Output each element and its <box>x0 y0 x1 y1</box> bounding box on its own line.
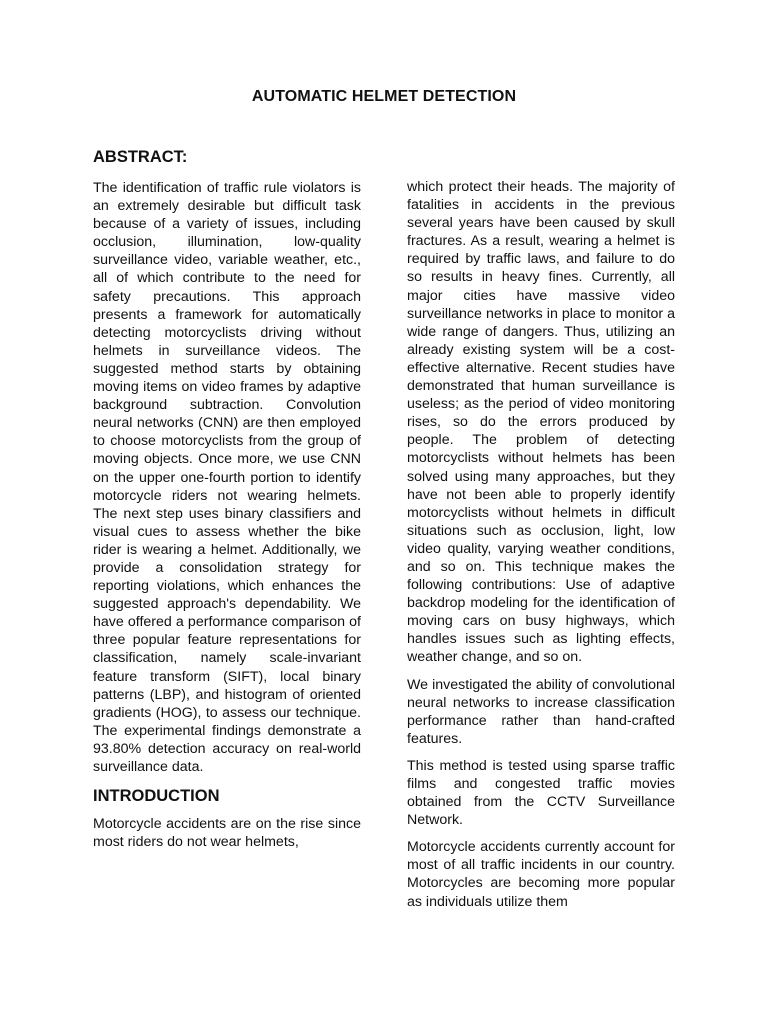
testing-paragraph: This method is tested using sparse traffic films and congested traffic movies obtained from the CCTV Surveillance Network. <box>407 757 675 829</box>
cnn-paragraph: We investigated the ability of convolutional neural networks to increase classification performance rather than hand-crafted features. <box>407 676 675 747</box>
introduction-paragraph-continued: which protect their heads. The majority of fatalities in accidents in the previous several years have been caused by skull fractures. As a result, wearing a helmet is required by traffic laws, and failure to do so results in heavy fines. Currently, all major cities have massive video surveillance networks in place to monitor a wide range of dangers. Thus, utilizing an already existing system will be a cost-effective alternative. Recent studies have demonstrated that human surveillance is useless; as the period of video monitoring rises, so do the errors produced by people. The problem of detecting motorcyclists without helmets has been solved using many approaches, but they have not been able to properly identify motorcyclists without helmets in difficult situations such as occlusion, light, low video quality, varying weather conditions, and so on. This technique makes the following contributions: Use of adaptive backdrop modeling for the identification of moving cars on busy highways, which handles issues such as lighting effects, weather change, and so on. <box>407 179 675 666</box>
abstract-paragraph: The identification of traffic rule violators is an extremely desirable but difficult task because of a variety of issues, including occlusion, illumination, low-quality surveillance video, variable weather, etc., all of which contribute to the need for safety precautions. This approach presents a framework for automatically detecting motorcyclists driving without helmets in surveillance videos. The suggested method starts by obtaining moving items on video frames by adaptive background subtraction. Convolution neural networks (CNN) are then employed to choose motorcyclists from the group of moving objects. Once more, we use CNN on the upper one-fourth portion to identify motorcycle riders not wearing helmets. The next step uses binary classifiers and visual cues to assess whether the bike rider is wearing a helmet. Additionally, we provide a consolidation strategy for reporting violations, which enhances the suggested approach's dependability. We have offered a performance comparison of three popular feature representations for classification, namely scale-invariant feature transform (SIFT), local binary patterns (LBP), and histogram of oriented gradients (HOG), to assess our technique. The experimental findings demonstrate a 93.80% detection accuracy on real-world surveillance data. <box>93 180 361 775</box>
introduction-heading: INTRODUCTION <box>93 787 220 806</box>
introduction-paragraph-start: Motorcycle accidents are on the rise since most riders do not wear helmets, <box>93 816 361 851</box>
accidents-paragraph: Motorcycle accidents currently account for most of all traffic incidents in our country. Motorcycles are becoming more popular as individuals utilize them <box>407 839 675 910</box>
abstract-heading: ABSTRACT: <box>93 148 188 166</box>
right-column <box>407 178 675 911</box>
left-column <box>93 146 361 851</box>
paper-title: AUTOMATIC HELMET DETECTION <box>251 88 517 105</box>
